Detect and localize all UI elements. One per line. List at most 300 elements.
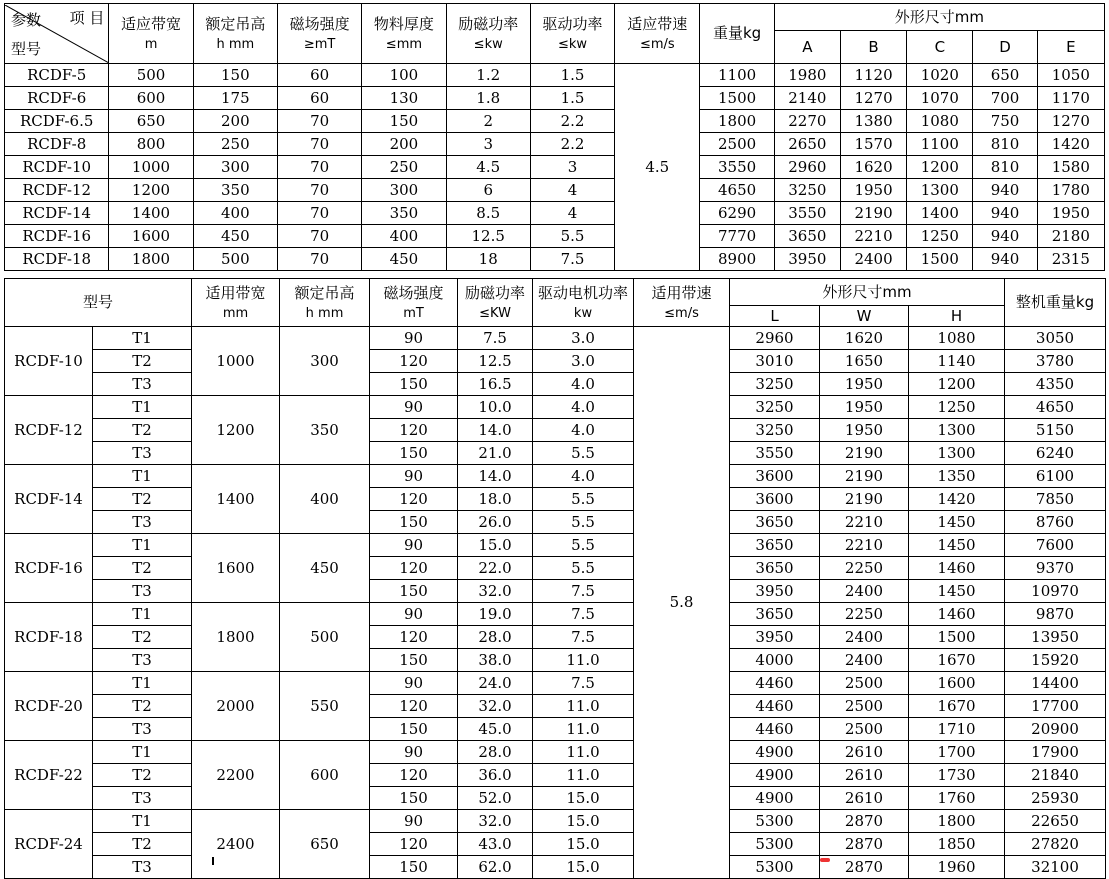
value-cell: 5.5 — [533, 557, 634, 580]
value-cell: 8.5 — [446, 202, 530, 225]
value-cell: 2.2 — [530, 110, 614, 133]
value-cell: 6240 — [1005, 442, 1106, 465]
value-cell: 3550 — [774, 202, 840, 225]
table-row — [5, 580, 1106, 603]
value-cell: 1800 — [909, 810, 1005, 833]
model-cell: RCDF-14 — [5, 202, 109, 225]
height-cell: 400 — [280, 465, 370, 534]
value-cell: 5300 — [730, 810, 820, 833]
value-cell: 7770 — [700, 225, 774, 248]
variant-cell: T3 — [93, 442, 192, 465]
value-cell: 1800 — [700, 110, 774, 133]
value-cell: 52.0 — [458, 787, 533, 810]
value-cell: 12.5 — [446, 225, 530, 248]
value-cell: 3250 — [730, 373, 820, 396]
value-cell: 70 — [277, 133, 361, 156]
value-cell: 5.5 — [533, 511, 634, 534]
model-cell: RCDF-10 — [5, 156, 109, 179]
header-unit: ≤mm — [385, 36, 423, 52]
header-drive — [530, 4, 614, 64]
red-mark — [820, 858, 830, 862]
model-cell: RCDF-24 — [5, 810, 93, 879]
value-cell: 5.5 — [533, 488, 634, 511]
value-cell: 1000 — [109, 156, 193, 179]
value-cell: 1800 — [109, 248, 193, 271]
variant-cell: T2 — [93, 626, 192, 649]
value-cell: 2250 — [820, 603, 909, 626]
value-cell: 3050 — [1005, 327, 1106, 350]
header-title: 励磁功率 — [465, 283, 526, 302]
table-row — [5, 350, 1106, 373]
variant-cell: T3 — [93, 511, 192, 534]
value-cell: 1250 — [907, 225, 973, 248]
value-cell: 2870 — [820, 810, 909, 833]
model-cell: RCDF-12 — [5, 179, 109, 202]
header-title: 适应带速 — [627, 14, 688, 33]
value-cell: 4.0 — [533, 396, 634, 419]
value-cell: 1200 — [907, 156, 973, 179]
table-row — [5, 64, 1105, 87]
value-cell: 3.0 — [533, 350, 634, 373]
header-dim-W: W — [820, 306, 909, 327]
value-cell: 1950 — [820, 396, 909, 419]
value-cell: 2210 — [820, 534, 909, 557]
value-cell: 940 — [973, 225, 1037, 248]
value-cell: 90 — [370, 465, 458, 488]
value-cell: 22.0 — [458, 557, 533, 580]
header-weight: 整机重量kg — [1005, 279, 1106, 327]
model-cell: RCDF-6.5 — [5, 110, 109, 133]
header-field — [370, 279, 458, 327]
value-cell: 21840 — [1005, 764, 1106, 787]
value-cell: 1.5 — [530, 87, 614, 110]
variant-cell: T2 — [93, 488, 192, 511]
spec-table-2 — [4, 278, 1106, 879]
value-cell: 2960 — [730, 327, 820, 350]
value-cell: 45.0 — [458, 718, 533, 741]
value-cell: 120 — [370, 419, 458, 442]
value-cell: 9370 — [1005, 557, 1106, 580]
corner-label-mid: 参数 — [11, 10, 42, 29]
value-cell: 15920 — [1005, 649, 1106, 672]
variant-cell: T3 — [93, 787, 192, 810]
value-cell: 3650 — [730, 557, 820, 580]
variant-cell: T1 — [93, 327, 192, 350]
value-cell: 2400 — [820, 649, 909, 672]
value-cell: 32100 — [1005, 856, 1106, 879]
header-unit: ≥mT — [303, 36, 336, 52]
value-cell: 1170 — [1037, 87, 1104, 110]
variant-cell: T3 — [93, 373, 192, 396]
model-cell: RCDF-10 — [5, 327, 93, 396]
table-row — [5, 488, 1106, 511]
value-cell: 6100 — [1005, 465, 1106, 488]
header-unit: h mm — [216, 36, 255, 52]
value-cell: 1400 — [907, 202, 973, 225]
value-cell: 120 — [370, 764, 458, 787]
header-height — [193, 4, 277, 64]
model-cell: RCDF-12 — [5, 396, 93, 465]
value-cell: 25930 — [1005, 787, 1106, 810]
value-cell: 5.5 — [533, 442, 634, 465]
value-cell: 4900 — [730, 741, 820, 764]
value-cell: 15.0 — [533, 810, 634, 833]
value-cell: 1950 — [1037, 202, 1104, 225]
value-cell: 7850 — [1005, 488, 1106, 511]
value-cell: 3 — [530, 156, 614, 179]
value-cell: 3780 — [1005, 350, 1106, 373]
height-cell: 650 — [280, 810, 370, 879]
value-cell: 36.0 — [458, 764, 533, 787]
value-cell: 3550 — [730, 442, 820, 465]
value-cell: 1950 — [820, 419, 909, 442]
value-cell: 4460 — [730, 695, 820, 718]
value-cell: 22650 — [1005, 810, 1106, 833]
header-width — [109, 4, 193, 64]
table-row — [5, 156, 1105, 179]
value-cell: 9870 — [1005, 603, 1106, 626]
header-unit: ≤kw — [557, 36, 588, 52]
value-cell: 2270 — [774, 110, 840, 133]
value-cell: 4650 — [700, 179, 774, 202]
value-cell: 10.0 — [458, 396, 533, 419]
header-unit: mm — [222, 305, 249, 321]
value-cell: 1670 — [909, 649, 1005, 672]
value-cell: 1420 — [909, 488, 1005, 511]
header-title: 磁场强度 — [289, 14, 350, 33]
value-cell: 450 — [362, 248, 446, 271]
value-cell: 18.0 — [458, 488, 533, 511]
value-cell: 6 — [446, 179, 530, 202]
header-speed — [634, 279, 730, 327]
header-title: 驱动电机功率 — [538, 283, 629, 302]
value-cell: 5.5 — [530, 225, 614, 248]
value-cell: 1500 — [907, 248, 973, 271]
header-model: 型号 — [5, 279, 192, 327]
value-cell: 940 — [973, 179, 1037, 202]
value-cell: 2210 — [820, 511, 909, 534]
value-cell: 70 — [277, 202, 361, 225]
value-cell: 7.5 — [533, 672, 634, 695]
value-cell: 4.0 — [533, 419, 634, 442]
height-cell: 500 — [280, 603, 370, 672]
table-row — [5, 179, 1105, 202]
corner-label-top: 项 目 — [69, 8, 105, 27]
width-cell: 1200 — [192, 396, 280, 465]
header-unit: ≤KW — [479, 305, 511, 321]
value-cell: 2180 — [1037, 225, 1104, 248]
value-cell: 300 — [362, 179, 446, 202]
header-speed — [615, 4, 700, 64]
value-cell: 1950 — [840, 179, 906, 202]
value-cell: 810 — [973, 133, 1037, 156]
value-cell: 2610 — [820, 787, 909, 810]
value-cell: 70 — [277, 248, 361, 271]
value-cell: 11.0 — [533, 695, 634, 718]
value-cell: 8900 — [700, 248, 774, 271]
value-cell: 2190 — [840, 202, 906, 225]
header-title: 适应带宽 — [121, 14, 182, 33]
value-cell: 38.0 — [458, 649, 533, 672]
value-cell: 1980 — [774, 64, 840, 87]
value-cell: 17900 — [1005, 741, 1106, 764]
header-unit: mT — [403, 305, 424, 321]
value-cell: 15.0 — [533, 787, 634, 810]
value-cell: 1460 — [909, 557, 1005, 580]
value-cell: 2870 — [820, 856, 909, 879]
value-cell: 90 — [370, 741, 458, 764]
value-cell: 1460 — [909, 603, 1005, 626]
header-dim-D: D — [973, 31, 1037, 64]
value-cell: 940 — [973, 202, 1037, 225]
value-cell: 4 — [530, 179, 614, 202]
header-weight: 重量kg — [700, 4, 774, 64]
value-cell: 21.0 — [458, 442, 533, 465]
value-cell: 150 — [362, 110, 446, 133]
header-dim-L: L — [730, 306, 820, 327]
value-cell: 3600 — [730, 488, 820, 511]
value-cell: 1200 — [909, 373, 1005, 396]
value-cell: 90 — [370, 672, 458, 695]
value-cell: 1080 — [907, 110, 973, 133]
value-cell: 1420 — [1037, 133, 1104, 156]
variant-cell: T1 — [93, 534, 192, 557]
variant-cell: T2 — [93, 833, 192, 856]
height-cell: 550 — [280, 672, 370, 741]
value-cell: 7.5 — [533, 603, 634, 626]
value-cell: 3010 — [730, 350, 820, 373]
value-cell: 750 — [973, 110, 1037, 133]
header-unit: kw — [573, 305, 593, 321]
table-row — [5, 626, 1106, 649]
header-title: 适用带宽 — [205, 283, 266, 302]
value-cell: 16.5 — [458, 373, 533, 396]
value-cell: 150 — [193, 64, 277, 87]
value-cell: 800 — [109, 133, 193, 156]
value-cell: 1950 — [820, 373, 909, 396]
value-cell: 940 — [973, 248, 1037, 271]
value-cell: 3550 — [700, 156, 774, 179]
variant-cell: T3 — [93, 580, 192, 603]
table-row — [5, 649, 1106, 672]
width-cell: 1400 — [192, 465, 280, 534]
width-cell: 2400 — [192, 810, 280, 879]
value-cell: 1100 — [907, 133, 973, 156]
value-cell: 1710 — [909, 718, 1005, 741]
value-cell: 2400 — [820, 626, 909, 649]
value-cell: 90 — [370, 534, 458, 557]
variant-cell: T1 — [93, 810, 192, 833]
value-cell: 1500 — [909, 626, 1005, 649]
value-cell: 11.0 — [533, 741, 634, 764]
value-cell: 100 — [362, 64, 446, 87]
header-unit: ≤m/s — [664, 305, 699, 321]
value-cell: 1960 — [909, 856, 1005, 879]
variant-cell: T1 — [93, 672, 192, 695]
model-cell: RCDF-16 — [5, 225, 109, 248]
variant-cell: T3 — [93, 856, 192, 879]
variant-cell: T2 — [93, 557, 192, 580]
value-cell: 2315 — [1037, 248, 1104, 271]
table-row — [5, 534, 1106, 557]
value-cell: 27820 — [1005, 833, 1106, 856]
value-cell: 120 — [370, 833, 458, 856]
width-cell: 2000 — [192, 672, 280, 741]
value-cell: 10970 — [1005, 580, 1106, 603]
value-cell: 350 — [362, 202, 446, 225]
corner-label-bottom: 型号 — [11, 39, 42, 58]
width-cell: 2200 — [192, 741, 280, 810]
value-cell: 60 — [277, 64, 361, 87]
value-cell: 15.0 — [533, 856, 634, 879]
value-cell: 1450 — [909, 580, 1005, 603]
height-cell: 600 — [280, 741, 370, 810]
model-cell: RCDF-22 — [5, 741, 93, 810]
value-cell: 1250 — [909, 396, 1005, 419]
value-cell: 4.0 — [533, 465, 634, 488]
value-cell: 1300 — [907, 179, 973, 202]
model-cell: RCDF-16 — [5, 534, 93, 603]
header-row — [5, 4, 1105, 31]
table-row — [5, 442, 1106, 465]
value-cell: 3250 — [730, 396, 820, 419]
value-cell: 2870 — [820, 833, 909, 856]
table-row — [5, 557, 1106, 580]
value-cell: 15.0 — [458, 534, 533, 557]
value-cell: 7.5 — [458, 327, 533, 350]
value-cell: 2400 — [820, 580, 909, 603]
value-cell: 1080 — [909, 327, 1005, 350]
value-cell: 13950 — [1005, 626, 1106, 649]
value-cell: 1450 — [909, 534, 1005, 557]
value-cell: 26.0 — [458, 511, 533, 534]
table-row — [5, 373, 1106, 396]
value-cell: 200 — [362, 133, 446, 156]
width-cell: 1800 — [192, 603, 280, 672]
height-cell: 300 — [280, 327, 370, 396]
header-title: 物料厚度 — [373, 14, 434, 33]
value-cell: 4900 — [730, 764, 820, 787]
value-cell: 90 — [370, 603, 458, 626]
value-cell: 150 — [370, 787, 458, 810]
value-cell: 2500 — [700, 133, 774, 156]
header-title: 驱动功率 — [542, 14, 603, 33]
value-cell: 1.2 — [446, 64, 530, 87]
value-cell: 15.0 — [533, 833, 634, 856]
table-row — [5, 465, 1106, 488]
value-cell: 1650 — [820, 350, 909, 373]
value-cell: 5.5 — [533, 534, 634, 557]
value-cell: 2190 — [820, 465, 909, 488]
variant-cell: T1 — [93, 603, 192, 626]
table-row — [5, 396, 1106, 419]
value-cell: 500 — [109, 64, 193, 87]
table-row — [5, 87, 1105, 110]
value-cell: 90 — [370, 396, 458, 419]
value-cell: 8760 — [1005, 511, 1106, 534]
header-title: 额定吊高 — [294, 283, 355, 302]
value-cell: 3600 — [730, 465, 820, 488]
value-cell: 3250 — [730, 419, 820, 442]
table-row — [5, 327, 1106, 350]
table-row — [5, 787, 1106, 810]
value-cell: 18 — [446, 248, 530, 271]
value-cell: 650 — [973, 64, 1037, 87]
header-title: 适用带速 — [651, 283, 712, 302]
model-cell: RCDF-20 — [5, 672, 93, 741]
value-cell: 19.0 — [458, 603, 533, 626]
model-cell: RCDF-6 — [5, 87, 109, 110]
value-cell: 1300 — [909, 442, 1005, 465]
speed-value: 5.8 — [634, 327, 730, 879]
value-cell: 2610 — [820, 741, 909, 764]
value-cell: 120 — [370, 557, 458, 580]
value-cell: 120 — [370, 488, 458, 511]
value-cell: 400 — [362, 225, 446, 248]
header-unit: ≤m/s — [639, 36, 675, 52]
value-cell: 150 — [370, 856, 458, 879]
header-excite — [446, 4, 530, 64]
variant-cell: T2 — [93, 695, 192, 718]
table-row — [5, 419, 1106, 442]
table-row — [5, 764, 1106, 787]
header-dim-E: E — [1037, 31, 1104, 64]
header-drive — [533, 279, 634, 327]
table-row — [5, 202, 1105, 225]
table-row — [5, 718, 1106, 741]
value-cell: 3650 — [730, 511, 820, 534]
variant-cell: T3 — [93, 718, 192, 741]
value-cell: 1400 — [109, 202, 193, 225]
value-cell: 250 — [193, 133, 277, 156]
value-cell: 2210 — [840, 225, 906, 248]
value-cell: 2250 — [820, 557, 909, 580]
value-cell: 2.2 — [530, 133, 614, 156]
table-row — [5, 248, 1105, 271]
table-row — [5, 603, 1106, 626]
value-cell: 6290 — [700, 202, 774, 225]
table-row — [5, 511, 1106, 534]
table-row — [5, 810, 1106, 833]
value-cell: 1760 — [909, 787, 1005, 810]
value-cell: 120 — [370, 626, 458, 649]
header-dim-A: A — [774, 31, 840, 64]
value-cell: 4460 — [730, 672, 820, 695]
table-row — [5, 133, 1105, 156]
value-cell: 120 — [370, 350, 458, 373]
header-dims: 外形尺寸mm — [730, 279, 1005, 306]
value-cell: 1.8 — [446, 87, 530, 110]
value-cell: 14.0 — [458, 465, 533, 488]
header-height — [280, 279, 370, 327]
value-cell: 2140 — [774, 87, 840, 110]
value-cell: 14400 — [1005, 672, 1106, 695]
value-cell: 1070 — [907, 87, 973, 110]
value-cell: 130 — [362, 87, 446, 110]
model-cell: RCDF-18 — [5, 248, 109, 271]
value-cell: 450 — [193, 225, 277, 248]
value-cell: 11.0 — [533, 764, 634, 787]
value-cell: 5150 — [1005, 419, 1106, 442]
value-cell: 14.0 — [458, 419, 533, 442]
value-cell: 90 — [370, 327, 458, 350]
value-cell: 1620 — [840, 156, 906, 179]
header-title: 额定吊高 — [205, 14, 266, 33]
table-row — [5, 856, 1106, 879]
value-cell: 1.5 — [530, 64, 614, 87]
cursor-mark — [212, 857, 214, 865]
value-cell: 120 — [370, 695, 458, 718]
